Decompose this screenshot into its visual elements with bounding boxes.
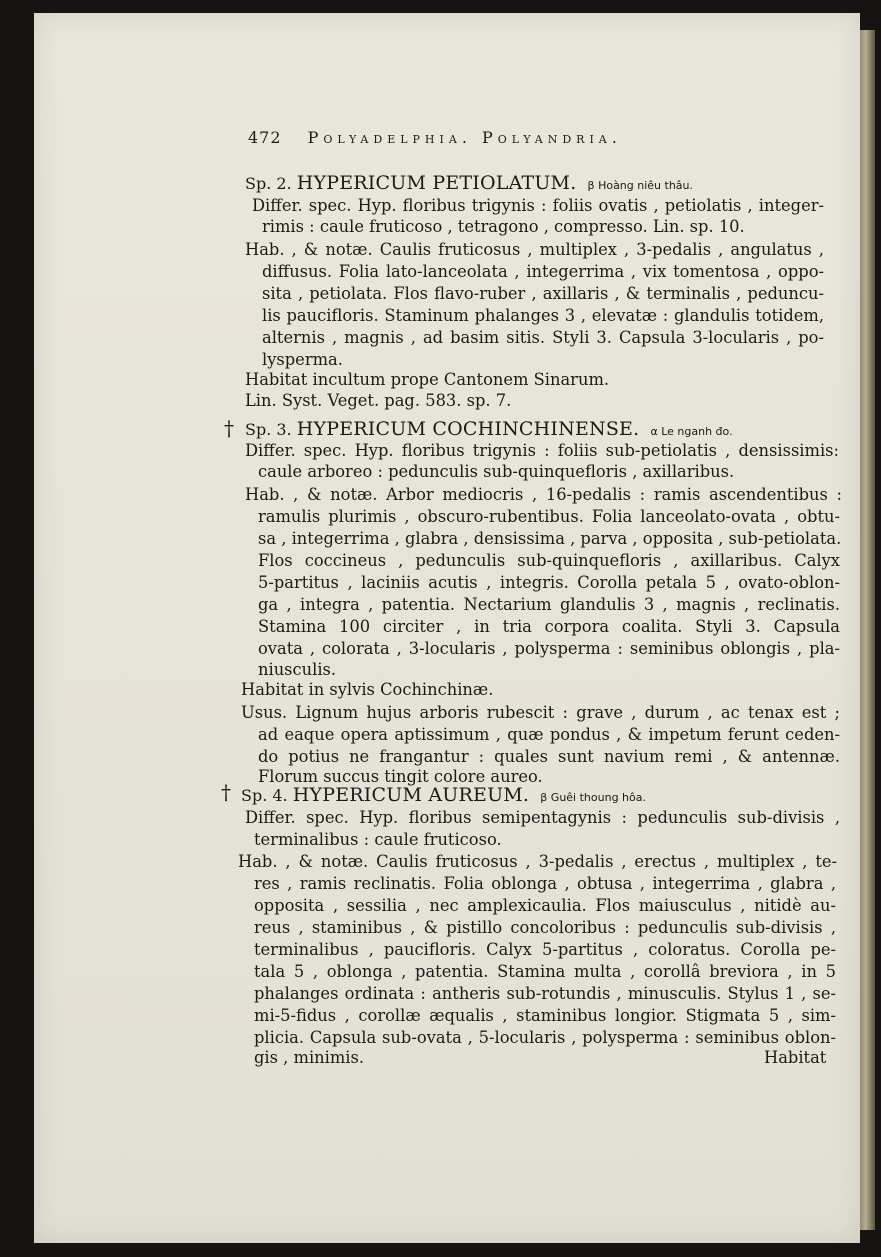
sp2-line: alternis , magnis , ad basim sitis. Styli 3. Capsula 3-locularis , po- <box>262 328 824 347</box>
page-number: 472 <box>248 128 282 147</box>
running-header <box>248 128 828 147</box>
sp4-line: mi-5-fidus , corollæ æqualis , staminibus longior. Stigmata 5 , sim- <box>254 1006 836 1025</box>
species-2-name: HYPERICUM PETIOLATUM. <box>296 172 577 194</box>
sp4-line: terminalibus , paucifloris. Calyx 5-partitus , coloratus. Corolla pe- <box>254 940 836 959</box>
sp3-usus: Florum succus tingit colore aureo. <box>258 767 543 786</box>
sp2-line: rimis : caule fruticoso , tetragono , compresso. Lin. sp. 10. <box>262 217 745 236</box>
sp3-line: 5-partitus , laciniis acutis , integris. Corolla petala 5 , ovato-oblon- <box>258 573 840 592</box>
sp3-line: niusculis. <box>258 660 337 679</box>
sp3-usus: do potius ne frangantur : quales sunt navium remi , & antennæ. <box>258 747 840 766</box>
species-4-vietnamese: β Guêi thoung hôa. <box>540 791 646 804</box>
sp4-line: opposita , sessilia , nec amplexicaulia. Flos maiusculus , nitidè au- <box>254 896 836 915</box>
sp2-line: Differ. spec. Hyp. floribus trigynis : foliis ovatis , petiolatis , integer- <box>252 196 824 215</box>
sp3-line: Differ. spec. Hyp. floribus trigynis : foliis sub-petiolatis , densissimis: <box>245 441 839 460</box>
sp4-line: Hab. , & notæ. Caulis fruticosus , 3-pedalis , erectus , multiplex , te- <box>238 852 837 871</box>
sp2-reference: Lin. Syst. Veget. pag. 583. sp. 7. <box>245 391 512 410</box>
species-2-vietnamese: β Hoàng niêu thâu. <box>587 179 694 192</box>
species-2-label: Sp. 2. <box>245 174 292 193</box>
sp2-line: diffusus. Folia lato-lanceolata , integerrima , vix tomentosa , oppo- <box>262 262 824 281</box>
sp4-line: res , ramis reclinatis. Folia oblonga , obtusa , integerrima , glabra , <box>254 874 836 893</box>
sp4-line: terminalibus : caule fruticoso. <box>254 830 502 849</box>
sp4-line: plicia. Capsula sub-ovata , 5-locularis , polysperma : seminibus oblon- <box>254 1028 836 1047</box>
sp4-line: reus , staminibus , & pistillo concoloribus : pedunculis sub-divisis , <box>254 918 836 937</box>
species-3-label: Sp. 3. <box>245 420 292 439</box>
book-page-edge <box>858 30 875 1230</box>
sp3-line: Flos coccineus , pedunculis sub-quinquefloris , axillaribus. Calyx <box>258 551 840 570</box>
species-3-name: HYPERICUM COCHINCHINENSE. <box>296 418 640 440</box>
species-3-vietnamese: α Le nganh đo. <box>650 425 733 438</box>
sp2-habitat: Habitat incultum prope Cantonem Sinarum. <box>245 370 610 389</box>
running-title: Polyadelphia. Polyandria. <box>307 128 622 147</box>
sp2-line: lis paucifloris. Staminum phalanges 3 , elevatæ : glandulis totidem, <box>262 306 824 325</box>
species-4-heading <box>241 784 646 806</box>
sp3-line: ovata , colorata , 3-locularis , polysperma : seminibus oblongis , pla- <box>258 639 840 658</box>
species-3-heading <box>245 418 733 440</box>
species-4-dagger: † <box>221 780 231 804</box>
species-2-heading <box>245 172 693 194</box>
sp3-line: ga , integra , patentia. Nectarium glandulis 3 , magnis , reclinatis. <box>258 595 840 614</box>
sp4-line: tala 5 , oblonga , patentia. Stamina multa , corollâ breviora , in 5 <box>254 962 836 981</box>
sp3-line: ramulis plurimis , obscuro-rubentibus. Folia lanceolato-ovata , obtu- <box>258 507 840 526</box>
sp3-line: Stamina 100 circiter , in tria corpora coalita. Styli 3. Capsula <box>258 617 840 636</box>
sp3-line: Hab. , & notæ. Arbor mediocris , 16-pedalis : ramis ascendentibus : <box>245 485 842 504</box>
sp4-line: gis , minimis. <box>254 1048 365 1067</box>
sp3-habitat: Habitat in sylvis Cochinchinæ. <box>241 680 494 699</box>
sp4-line: Differ. spec. Hyp. floribus semipentagynis : pedunculis sub-divisis , <box>245 808 840 827</box>
sp3-line: caule arboreo : pedunculis sub-quinquefloris , axillaribus. <box>258 462 735 481</box>
species-3-dagger: † <box>224 416 234 440</box>
sp4-line: phalanges ordinata : antheris sub-rotundis , minusculis. Stylus 1 , se- <box>254 984 836 1003</box>
sp2-line: lysperma. <box>262 350 343 369</box>
sp3-usus: ad eaque opera aptissimum , quæ pondus , & impetum ferunt ceden- <box>258 725 840 744</box>
sp2-line: Hab. , & notæ. Caulis fruticosus , multiplex , 3-pedalis , angulatus , <box>245 240 824 259</box>
species-4-name: HYPERICUM AUREUM. <box>292 784 530 806</box>
sp3-usus: Usus. Lignum hujus arboris rubescit : grave , durum , ac tenax est ; <box>241 703 840 722</box>
sp3-line: sa , integerrima , glabra , densissima , parva , opposita , sub-petiolata. <box>258 529 842 548</box>
sp2-line: sita , petiolata. Flos flavo-ruber , axillaris , & terminalis , peduncu- <box>262 284 824 303</box>
species-4-label: Sp. 4. <box>241 786 288 805</box>
catchword: Habitat <box>764 1048 827 1067</box>
